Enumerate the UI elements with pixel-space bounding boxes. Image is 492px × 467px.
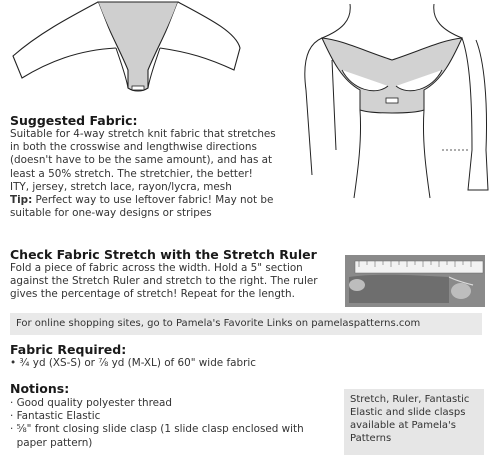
suggested-fabric-line: least a 50% stretch. The stretchier, the better! (10, 167, 253, 180)
notions-list (10, 397, 330, 450)
stretch-check-line: Fold a piece of fabric across the width. Hold a 5" section (10, 262, 303, 274)
availability-line: Patterns (350, 433, 392, 444)
suggested-fabric-line: Suitable for 4-way stretch knit fabric that stretches (10, 128, 276, 140)
suggested-fabric-body (10, 128, 310, 220)
suggested-fabric-line: (doesn't have to be the same amount), and has at (10, 154, 273, 167)
stretch-check-line: gives the percentage of stretch! Repeat for the length. (10, 288, 295, 301)
availability-line: Stretch, Ruler, Fantastic (350, 394, 470, 405)
availability-line: available at Pamela's (350, 420, 457, 431)
tip-line (10, 194, 310, 207)
suggested-fabric-line: ITY, jersey, stretch lace, rayon/lycra, mesh (10, 180, 232, 193)
notions-item: · Good quality polyester thread (10, 397, 173, 409)
notions-item: paper pattern) (10, 436, 93, 449)
mannequin-illustration (292, 0, 492, 200)
stretch-ruler-illustration (345, 255, 485, 307)
shopping-note-bar (10, 313, 482, 335)
availability-line: Elastic and slide clasps (350, 407, 466, 418)
fabric-required-heading: Fabric Required: (10, 342, 127, 357)
shopping-note-text: For online shopping sites, go to Pamela's Favorite Links on pamelaspatterns.com (16, 318, 421, 329)
suggested-fabric-line: in both the crosswise and lengthwise directions (10, 141, 257, 154)
notions-item: · Fantastic Elastic (10, 410, 101, 423)
availability-box (344, 389, 484, 455)
fabric-required-line: • ¾ yd (XS-S) or ⅞ yd (M-XL) of 60" wide fabric (10, 357, 256, 369)
stretch-check-line: against the Stretch Ruler and stretch to the right. The ruler (10, 275, 318, 288)
notions-heading: Notions: (10, 381, 70, 396)
suggested-fabric-heading: Suggested Fabric: (10, 113, 138, 128)
stretch-check-heading: Check Fabric Stretch with the Stretch Ruler (10, 247, 317, 262)
stretch-check-body (10, 262, 340, 302)
tip-label: Tip: (10, 194, 33, 207)
flat-shrug-illustration (8, 0, 248, 110)
tip-text: Perfect way to use leftover fabric! May not be (32, 194, 274, 207)
notions-item: · ⅝" front closing slide clasp (1 slide clasp enclosed with (10, 423, 304, 436)
tip-line: suitable for one-way designs or stripes (10, 207, 212, 220)
